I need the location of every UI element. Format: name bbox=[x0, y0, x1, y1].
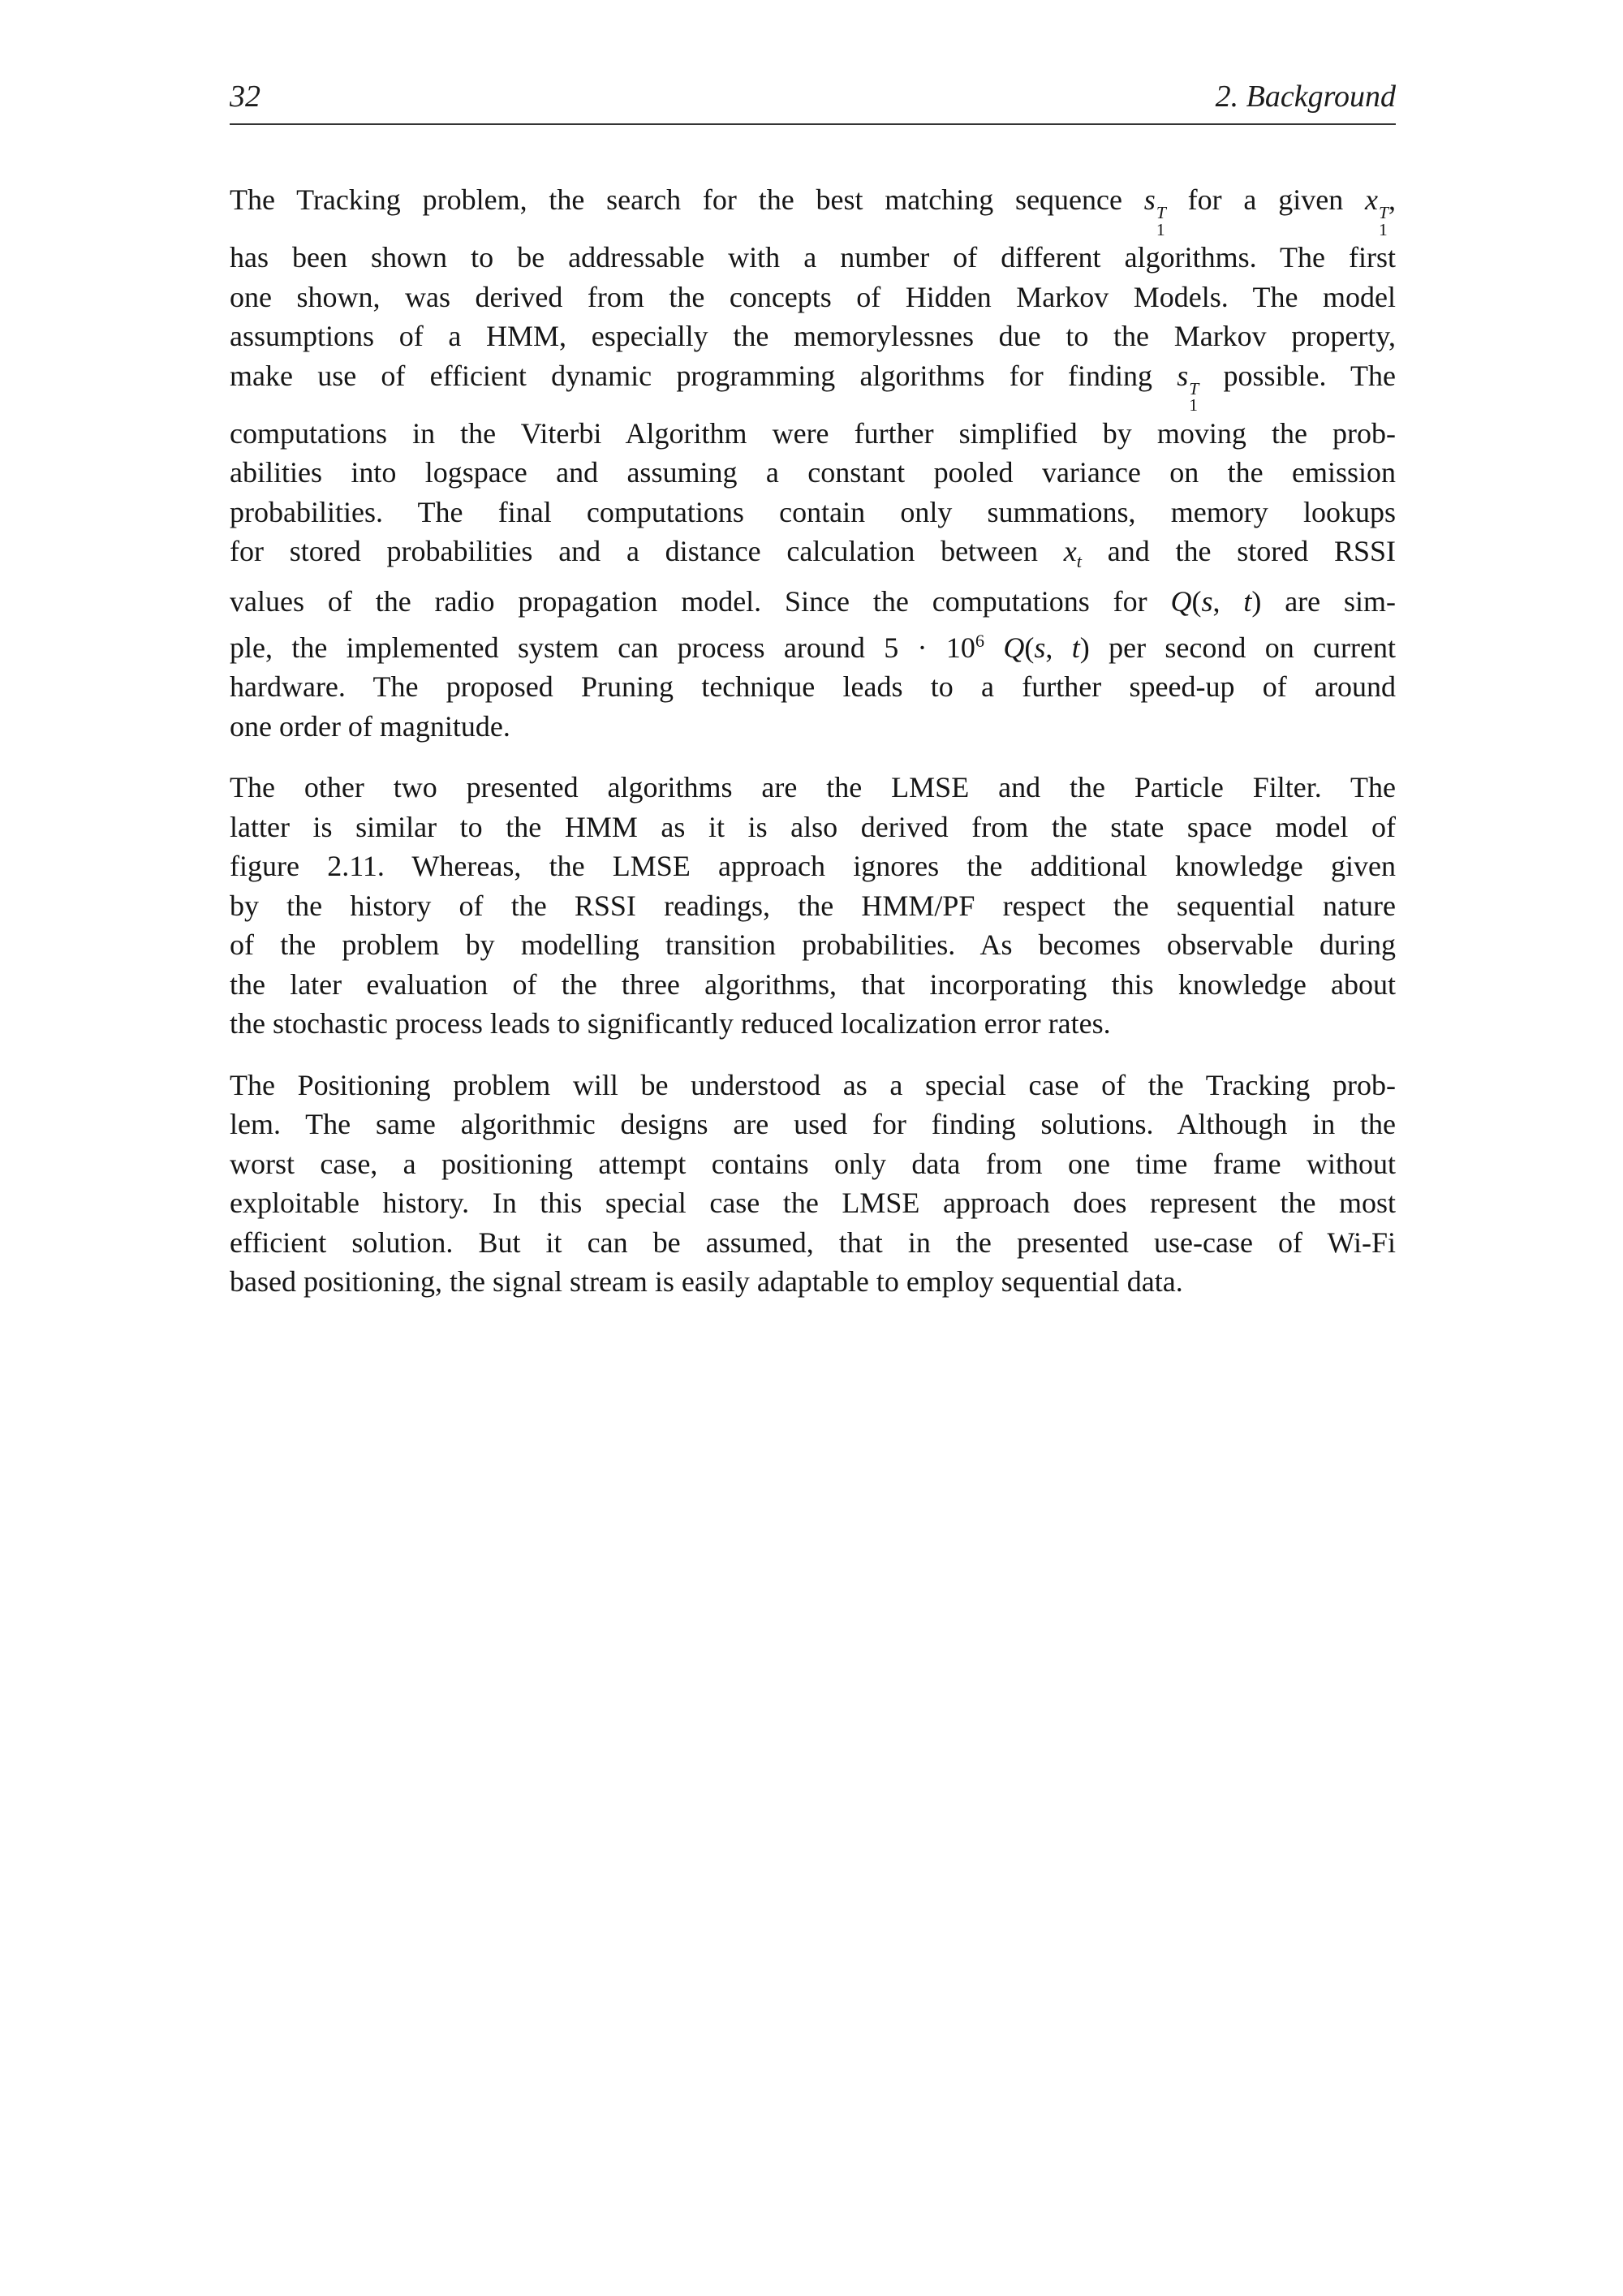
chapter-title: 2. Background bbox=[1215, 80, 1396, 114]
text-line: by the history of the RSSI readings, the HMM/PF respect the sequential nature bbox=[230, 889, 1396, 922]
text-line: The Positioning problem will be understood as a special case of the Tracking prob- bbox=[230, 1068, 1396, 1101]
text-line: computations in the Viterbi Algorithm were further simplified by moving the prob- bbox=[230, 416, 1396, 450]
text-line: one order of magnitude. bbox=[230, 709, 510, 743]
text-line: hardware. The proposed Pruning technique leads to a further speed-up of around bbox=[230, 670, 1396, 704]
text-line: abilities into logspace and assuming a constant pooled variance on the emission bbox=[230, 456, 1396, 489]
text-line: probabilities. The final computations contain only summations, memory lookups bbox=[230, 495, 1396, 528]
paragraph-tracking-problem bbox=[230, 180, 1396, 746]
text-line: lem. The same algorithmic designs are used for finding solutions. Although in the bbox=[230, 1108, 1396, 1141]
header-rule bbox=[230, 123, 1396, 125]
text-line: ple, the implemented system can process around $5 \cdot 10^6$ Q(s, t) per second on current bbox=[230, 630, 1396, 664]
text-line: exploitable history. In this special case the LMSE approach does represent the most bbox=[230, 1187, 1396, 1220]
text-line: The other two presented algorithms are the LMSE and the Particle Filter. The bbox=[230, 771, 1396, 804]
text-line: worst case, a positioning attempt contains only data from one time frame without bbox=[230, 1147, 1396, 1180]
text-line: based positioning, the signal stream is easily adaptable to employ sequential data. bbox=[230, 1265, 1183, 1299]
text-line: values of the radio propagation model. Since the computations for Q(s, t) are sim- bbox=[230, 585, 1397, 618]
text-line: latter is similar to the HMM as it is also derived from the state space model of bbox=[230, 810, 1396, 843]
text-line: of the problem by modelling transition probabilities. As becomes observable during bbox=[230, 928, 1396, 962]
document-page bbox=[230, 80, 1396, 1302]
paragraph-positioning-problem bbox=[230, 1066, 1396, 1302]
text-line: make use of efficient dynamic programming algorithms for finding s T 1 possible. The bbox=[230, 359, 1397, 416]
text-line: the later evaluation of the three algorithms, that incorporating this knowledge about bbox=[230, 967, 1396, 1001]
text-line: one shown, was derived from the concepts of Hidden Markov Models. The model bbox=[230, 280, 1396, 313]
text-line: assumptions of a HMM, especially the memorylessnes due to the Markov property, bbox=[230, 320, 1396, 353]
text-line: The Tracking problem, the search for the best matching sequence s T 1 for a given x T 1 , bbox=[230, 183, 1396, 239]
text-line: has been shown to be addressable with a number of different algorithms. The first bbox=[230, 241, 1396, 274]
text-line: figure 2.11. Whereas, the LMSE approach ignores the additional knowledge given bbox=[230, 850, 1396, 883]
text-line: the stochastic process leads to significantly reduced localization error rates. bbox=[230, 1007, 1111, 1040]
text-line: for stored probabilities and a distance calculation between $x_t$ and the stored RSSI bbox=[230, 535, 1396, 572]
page-header bbox=[230, 80, 1396, 114]
page-number: 32 bbox=[230, 80, 260, 114]
paragraph-lmse-particle-filter bbox=[230, 768, 1396, 1044]
text-line: efficient solution. But it can be assumed, that in the presented use-case of Wi-Fi bbox=[230, 1226, 1396, 1259]
